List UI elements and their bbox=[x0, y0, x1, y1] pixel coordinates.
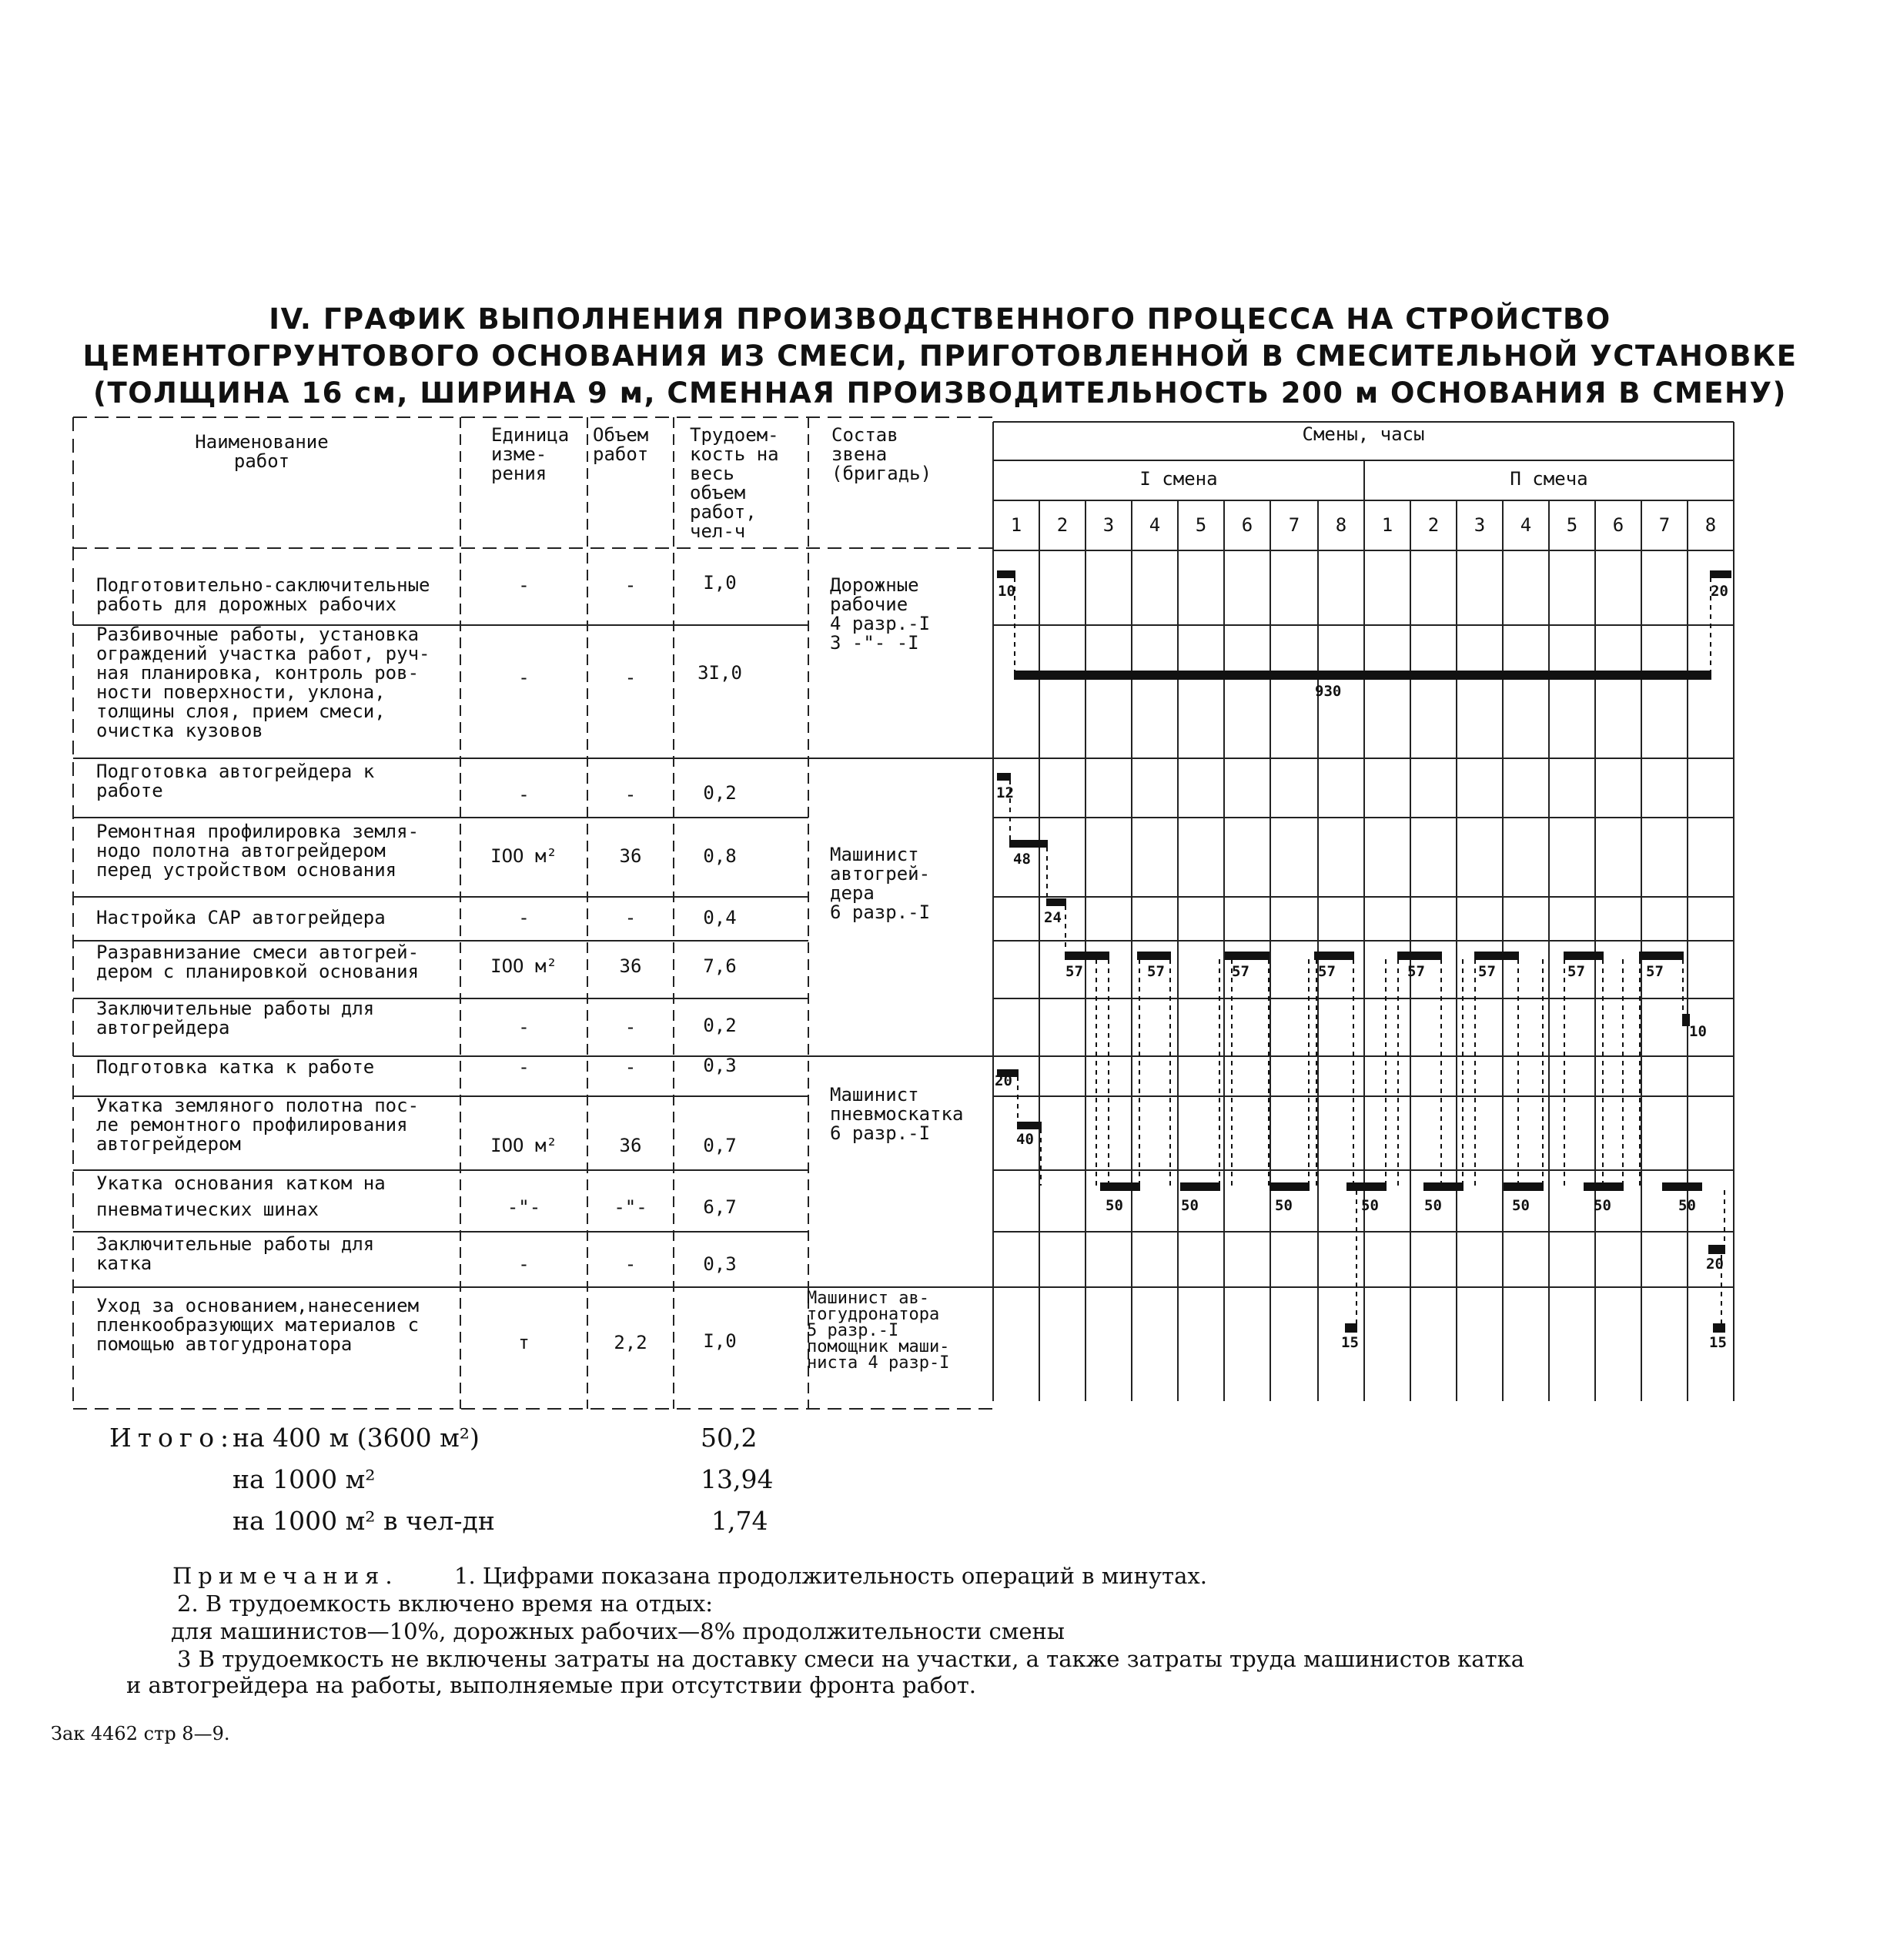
bar-r4 bbox=[1010, 841, 1047, 847]
crew-roller-operator: Машинист пневмоскатка 6 разр.-I bbox=[830, 1084, 964, 1144]
row-9-name: Укатка земляного полотна пос- ле ремонтного профилирования автогрейдером bbox=[96, 1095, 420, 1155]
row-7-name: Заключительные работы для автогрейдера bbox=[96, 998, 375, 1039]
row-9-labor: 0,7 bbox=[703, 1135, 737, 1156]
row-5-volume: - bbox=[624, 907, 637, 928]
row-4-unit: IOO м² bbox=[490, 845, 557, 867]
bar-r6-3 bbox=[1226, 952, 1269, 959]
hour-1-2: 2 bbox=[1056, 514, 1069, 536]
dur-r6-8: 57 bbox=[1646, 963, 1664, 980]
row-3-unit: - bbox=[518, 784, 530, 805]
dur-r6-7: 57 bbox=[1567, 963, 1585, 980]
row-5-unit: - bbox=[518, 907, 530, 928]
dur-r9: 40 bbox=[1016, 1131, 1034, 1148]
row-9-unit: IOO м² bbox=[490, 1135, 557, 1156]
row-3-labor: 0,2 bbox=[703, 782, 737, 804]
row-10-name: Укатка основания катком на пневматических шинах bbox=[96, 1172, 386, 1220]
hour-1-1: 1 bbox=[1010, 514, 1022, 536]
row-12-labor: I,0 bbox=[703, 1330, 737, 1352]
bar-r7 bbox=[1683, 1015, 1689, 1025]
header-shift-1: I смена bbox=[1139, 468, 1218, 490]
row-7-volume: - bbox=[624, 1016, 637, 1038]
header-shifts: Смены, часы bbox=[1302, 423, 1425, 445]
row-12-volume: 2,2 bbox=[614, 1332, 647, 1353]
bar-r6-1 bbox=[1065, 952, 1109, 959]
hour-2-5: 5 bbox=[1566, 514, 1578, 536]
title-line-3: (ТОЛЩИНА 16 см, ШИРИНА 9 м, СМЕННАЯ ПРОИЗВОДИТЕЛЬНОСТЬ 200 м ОСНОВАНИЯ В СМЕНУ) bbox=[93, 376, 1787, 410]
dur-r10-8: 50 bbox=[1678, 1197, 1696, 1214]
dur-r6-1: 57 bbox=[1065, 963, 1083, 980]
dur-r6-3: 57 bbox=[1232, 963, 1249, 980]
hour-1-5: 5 bbox=[1195, 514, 1207, 536]
dur-r10-7: 50 bbox=[1594, 1197, 1611, 1214]
header-shift-2: П смеча bbox=[1510, 468, 1588, 490]
row-10-labor: 6,7 bbox=[703, 1196, 737, 1218]
dur-r10-1: 50 bbox=[1106, 1197, 1123, 1214]
dur-r11: 20 bbox=[1706, 1256, 1724, 1273]
row-8-name: Подготовка катка к работе bbox=[96, 1056, 375, 1078]
dur-r5: 24 bbox=[1044, 909, 1062, 926]
bar-r1-end bbox=[1711, 571, 1731, 577]
row-11-volume: - bbox=[624, 1253, 637, 1275]
row-1-labor: I,0 bbox=[703, 572, 737, 594]
hour-2-8: 8 bbox=[1704, 514, 1717, 536]
row-11-labor: 0,3 bbox=[703, 1253, 737, 1275]
bar-r1-start bbox=[998, 571, 1015, 577]
row-8-unit: - bbox=[518, 1056, 530, 1078]
crew-grader-operator: Машинист автогрей- дера 6 разр.-I bbox=[830, 844, 931, 923]
row-10-volume: -"- bbox=[614, 1196, 647, 1218]
totals-line-2-label: на 1000 м² bbox=[232, 1464, 376, 1494]
hour-1-4: 4 bbox=[1149, 514, 1161, 536]
row-4-name: Ремонтная профилировка земля- нодо полотна автогрейдером перед устройством основания bbox=[96, 821, 420, 881]
row-6-unit: IOO м² bbox=[490, 955, 557, 977]
dur-r10-5: 50 bbox=[1424, 1197, 1442, 1214]
row-12-unit: т bbox=[518, 1332, 530, 1353]
dur-r6-6: 57 bbox=[1478, 963, 1496, 980]
dur-r1-end: 20 bbox=[1711, 583, 1728, 600]
hour-2-2: 2 bbox=[1427, 514, 1440, 536]
row-11-unit: - bbox=[518, 1253, 530, 1275]
row-5-name: Настройка САР автогрейдера bbox=[96, 907, 386, 928]
note-2-detail: для машинистов—10%, дорожных рабочих—8% продолжительности смены bbox=[171, 1618, 1065, 1644]
row-10-unit: -"- bbox=[507, 1196, 541, 1218]
dur-r7: 10 bbox=[1689, 1023, 1707, 1040]
bar-r10-6 bbox=[1504, 1183, 1543, 1190]
row-3-name: Подготовка автогрейдера к работе bbox=[96, 761, 375, 801]
row-11-name: Заключительные работы для катка bbox=[96, 1233, 375, 1274]
dur-r10-6: 50 bbox=[1512, 1197, 1530, 1214]
row-6-name: Разравнизание смеси автогрей- дером с планировкой основания bbox=[96, 942, 420, 982]
bar-r3 bbox=[998, 774, 1010, 780]
row-4-volume: 36 bbox=[619, 845, 642, 867]
row-4-labor: 0,8 bbox=[703, 845, 737, 867]
header-crew: Состав звена (бригадь) bbox=[831, 424, 932, 484]
bar-r12-1 bbox=[1346, 1324, 1356, 1332]
header-labor: Трудоем- кость на весь объем работ, чел-ч bbox=[690, 424, 779, 542]
row-7-unit: - bbox=[518, 1016, 530, 1038]
dur-r2: 930 bbox=[1315, 683, 1342, 700]
bar-r11 bbox=[1709, 1246, 1724, 1253]
totals-line-1-value: 50,2 bbox=[701, 1423, 758, 1453]
row-2-name: Разбивочные работы, установка ограждений участка работ, руч- ная планировка, контроль ров- ности поверхности, уклона, толщины слоя, прием смеси, очистка кузовов bbox=[96, 624, 430, 741]
row-7-labor: 0,2 bbox=[703, 1015, 737, 1036]
bar-r10-3 bbox=[1270, 1183, 1309, 1190]
bar-r10-5 bbox=[1424, 1183, 1463, 1190]
notes-label: Примечания. bbox=[172, 1563, 399, 1589]
row-9-volume: 36 bbox=[619, 1135, 642, 1156]
crew-road-workers: Дорожные рабочие 4 разр.-I 3 -"- -I bbox=[830, 574, 931, 654]
bar-r6-7 bbox=[1564, 952, 1603, 959]
hour-2-1: 1 bbox=[1381, 514, 1393, 536]
row-2-labor: 3I,0 bbox=[697, 662, 742, 684]
note-3: 3 В трудоемкость не включены затраты на доставку смеси на участки, а также затраты труда машинистов катка bbox=[177, 1646, 1525, 1672]
bar-r2 bbox=[1015, 671, 1711, 679]
row-2-volume: - bbox=[624, 667, 637, 688]
hour-2-4: 4 bbox=[1520, 514, 1532, 536]
row-8-labor: 0,3 bbox=[703, 1055, 737, 1076]
row-12-name: Уход за основанием,нанесением пленкообразующих материалов с помощью автогудронатора bbox=[96, 1295, 420, 1355]
dur-r6-5: 57 bbox=[1407, 963, 1425, 980]
bar-r10-1 bbox=[1101, 1183, 1139, 1190]
bar-r6-8 bbox=[1640, 952, 1683, 959]
totals-line-3-value: 1,74 bbox=[711, 1506, 768, 1536]
bar-r6-4 bbox=[1315, 952, 1353, 959]
dur-r10-2: 50 bbox=[1181, 1197, 1199, 1214]
dur-r10-3: 50 bbox=[1275, 1197, 1293, 1214]
bar-r9 bbox=[1018, 1122, 1041, 1129]
hour-1-3: 3 bbox=[1102, 514, 1115, 536]
title-line-1: IV. ГРАФИК ВЫПОЛНЕНИЯ ПРОИЗВОДСТВЕННОГО ПРОЦЕССА НА СТРОЙСТВО bbox=[269, 303, 1611, 336]
totals-line-2-value: 13,94 bbox=[701, 1464, 774, 1494]
hour-1-7: 7 bbox=[1288, 514, 1300, 536]
hour-2-7: 7 bbox=[1658, 514, 1671, 536]
header-name: Наименование работ bbox=[195, 431, 329, 472]
dur-r6-2: 57 bbox=[1147, 963, 1165, 980]
title-line-2: ЦЕМЕНТОГРУНТОВОГО ОСНОВАНИЯ ИЗ СМЕСИ, ПРИГОТОВЛЕННОЙ В СМЕСИТЕЛЬНОЙ УСТАНОВКЕ bbox=[82, 339, 1798, 373]
row-6-labor: 7,6 bbox=[703, 955, 737, 977]
row-1-volume: - bbox=[624, 574, 637, 596]
dur-r12-1: 15 bbox=[1341, 1334, 1359, 1351]
row-6-volume: 36 bbox=[619, 955, 642, 977]
bar-r10-2 bbox=[1181, 1183, 1219, 1190]
totals-line-1-label: на 400 м (3600 м²) bbox=[232, 1423, 480, 1453]
dur-r8: 20 bbox=[995, 1072, 1012, 1089]
row-3-volume: - bbox=[624, 784, 637, 805]
hour-1-6: 6 bbox=[1241, 514, 1253, 536]
dur-r12-2: 15 bbox=[1709, 1334, 1727, 1351]
dur-r10-4: 50 bbox=[1361, 1197, 1379, 1214]
dur-r6-4: 57 bbox=[1318, 963, 1336, 980]
header-unit: Единица изме- рения bbox=[491, 424, 570, 484]
dur-r4: 48 bbox=[1013, 851, 1031, 868]
crew-distributor-operator: Машинист ав- тогудронатора 5 разр.-I помощник маши- ниста 4 разр-I bbox=[807, 1289, 950, 1373]
bar-r5 bbox=[1047, 899, 1065, 905]
note-3-detail: и автогрейдера на работы, выполняемые при отсутствии фронта работ. bbox=[126, 1672, 977, 1698]
totals-label: Итого: bbox=[109, 1423, 236, 1453]
row-2-unit: - bbox=[518, 667, 530, 688]
note-2: 2. В трудоемкость включено время на отдых: bbox=[177, 1590, 713, 1617]
hour-1-8: 8 bbox=[1335, 514, 1347, 536]
hour-2-3: 3 bbox=[1474, 514, 1486, 536]
bar-r6-5 bbox=[1398, 952, 1441, 959]
row-8-volume: - bbox=[624, 1056, 637, 1078]
bar-r6-6 bbox=[1475, 952, 1518, 959]
dur-r1-start: 10 bbox=[998, 583, 1015, 600]
row-1-name: Подготовительно-саключительные работь для дорожных рабочих bbox=[96, 574, 430, 615]
bar-r10-8 bbox=[1663, 1183, 1701, 1190]
totals-line-3-label: на 1000 м² в чел-дн bbox=[232, 1506, 495, 1536]
dur-r3: 12 bbox=[996, 784, 1014, 801]
bar-r6-2 bbox=[1138, 952, 1170, 959]
row-1-unit: - bbox=[518, 574, 530, 596]
header-volume: Объем работ bbox=[593, 424, 649, 465]
hour-2-6: 6 bbox=[1612, 514, 1624, 536]
note-1: 1. Цифрами показана продолжительность операций в минутах. bbox=[454, 1563, 1207, 1589]
print-order-footer: Зак 4462 стр 8—9. bbox=[51, 1723, 230, 1744]
row-5-labor: 0,4 bbox=[703, 907, 737, 928]
bar-r12-2 bbox=[1714, 1324, 1724, 1332]
